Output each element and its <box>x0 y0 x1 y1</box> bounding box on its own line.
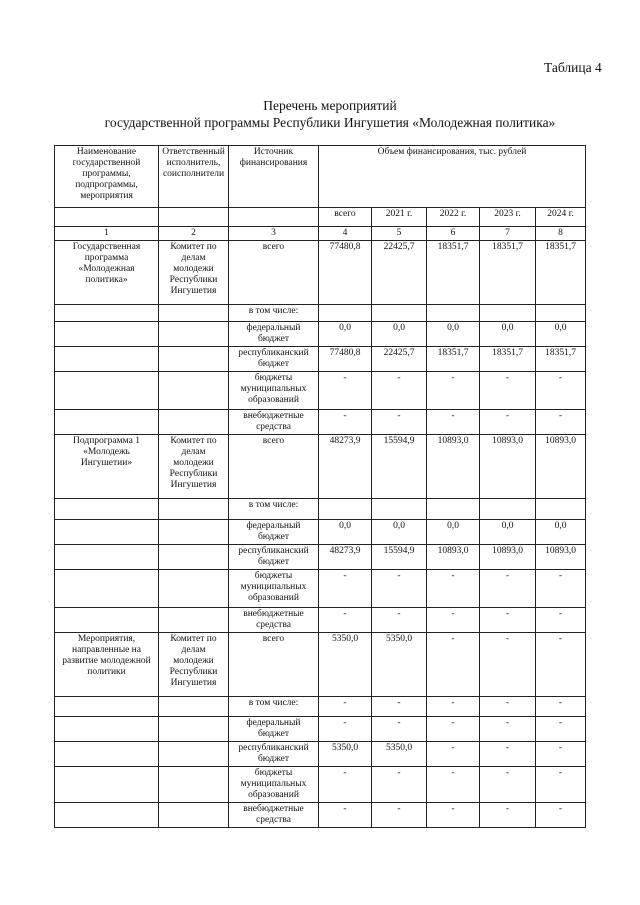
year-value-cell: - <box>372 570 427 608</box>
year-value-cell: 0,0 <box>480 520 536 545</box>
funding-source-cell: федеральный бюджет <box>229 322 319 347</box>
header-blank-cell <box>229 208 319 227</box>
year-value-cell: 0,0 <box>372 520 427 545</box>
year-value-cell: 10893,0 <box>536 435 586 499</box>
funding-row <box>55 570 586 608</box>
empty-responsible-cell <box>159 305 229 322</box>
year-value-cell: - <box>372 608 427 633</box>
empty-name-cell <box>55 410 159 435</box>
year-value-cell: - <box>427 608 480 633</box>
year-value-cell <box>480 499 536 520</box>
column-number-row <box>55 227 586 241</box>
funding-row <box>55 499 586 520</box>
funding-row <box>55 803 586 828</box>
column-number: 2 <box>159 227 229 241</box>
year-value-cell <box>427 499 480 520</box>
header-funding-volume: Объем финансирования, тыс. рублей <box>319 146 586 208</box>
year-value-cell: - <box>536 570 586 608</box>
empty-responsible-cell <box>159 570 229 608</box>
year-value-cell: 5350,0 <box>372 633 427 697</box>
funding-source-cell: всего <box>229 435 319 499</box>
empty-responsible-cell <box>159 767 229 803</box>
year-value-cell: - <box>480 410 536 435</box>
empty-name-cell <box>55 520 159 545</box>
funding-source-cell: внебюджетные средства <box>229 410 319 435</box>
funding-row <box>55 305 586 322</box>
year-value-cell: - <box>372 697 427 717</box>
funding-row <box>55 435 586 499</box>
funding-row <box>55 633 586 697</box>
empty-responsible-cell <box>159 499 229 520</box>
year-value-cell <box>427 305 480 322</box>
table-number-label: Таблица 4 <box>544 60 602 75</box>
year-value-cell: - <box>427 570 480 608</box>
year-value-cell: - <box>536 717 586 742</box>
year-value-cell: - <box>480 742 536 767</box>
header-total: всего <box>319 208 372 227</box>
empty-responsible-cell <box>159 697 229 717</box>
year-value-cell <box>372 499 427 520</box>
program-name-cell: Государственная программа «Молодежная политика» <box>55 241 159 305</box>
funding-source-cell: внебюджетные средства <box>229 803 319 828</box>
year-value-cell: 18351,7 <box>536 347 586 372</box>
empty-name-cell <box>55 697 159 717</box>
empty-name-cell <box>55 499 159 520</box>
year-value-cell <box>480 305 536 322</box>
header-year: 2024 г. <box>536 208 586 227</box>
year-value-cell: - <box>427 767 480 803</box>
year-value-cell: - <box>480 608 536 633</box>
column-number: 8 <box>536 227 586 241</box>
funding-source-cell: бюджеты муниципальных образований <box>229 767 319 803</box>
empty-name-cell <box>55 742 159 767</box>
year-value-cell: - <box>536 803 586 828</box>
year-value-cell: - <box>536 410 586 435</box>
funding-source-cell: федеральный бюджет <box>229 717 319 742</box>
funding-source-cell: бюджеты муниципальных образований <box>229 570 319 608</box>
header-blank-cell <box>159 208 229 227</box>
header-years-row <box>55 208 586 227</box>
total-value-cell: - <box>319 570 372 608</box>
year-value-cell: - <box>480 372 536 410</box>
year-value-cell: 10893,0 <box>536 545 586 570</box>
funding-row <box>55 545 586 570</box>
funding-source-cell: республиканский бюджет <box>229 347 319 372</box>
year-value-cell: - <box>480 697 536 717</box>
funding-source-cell: в том числе: <box>229 305 319 322</box>
funding-source-cell: республиканский бюджет <box>229 545 319 570</box>
year-value-cell: - <box>427 633 480 697</box>
empty-responsible-cell <box>159 347 229 372</box>
column-number: 3 <box>229 227 319 241</box>
funding-source-cell: всего <box>229 241 319 305</box>
funding-source-cell: всего <box>229 633 319 697</box>
total-value-cell: 5350,0 <box>319 742 372 767</box>
funding-source-cell: бюджеты муниципальных образований <box>229 372 319 410</box>
total-value-cell: 0,0 <box>319 322 372 347</box>
year-value-cell: - <box>480 633 536 697</box>
year-value-cell <box>372 305 427 322</box>
funding-row <box>55 608 586 633</box>
year-value-cell: 15594,9 <box>372 435 427 499</box>
funding-row <box>55 347 586 372</box>
year-value-cell: - <box>427 410 480 435</box>
year-value-cell: - <box>427 372 480 410</box>
funding-row <box>55 717 586 742</box>
column-number: 4 <box>319 227 372 241</box>
year-value-cell: 10893,0 <box>427 545 480 570</box>
year-value-cell: - <box>372 717 427 742</box>
year-value-cell: 5350,0 <box>372 742 427 767</box>
empty-name-cell <box>55 767 159 803</box>
total-value-cell: - <box>319 717 372 742</box>
year-value-cell: 10893,0 <box>427 435 480 499</box>
year-value-cell: - <box>480 803 536 828</box>
funding-source-cell: федеральный бюджет <box>229 520 319 545</box>
funding-row <box>55 697 586 717</box>
year-value-cell: - <box>372 767 427 803</box>
total-value-cell: 5350,0 <box>319 633 372 697</box>
year-value-cell: - <box>536 633 586 697</box>
total-value-cell: 48273,9 <box>319 545 372 570</box>
year-value-cell: - <box>427 697 480 717</box>
total-value-cell: - <box>319 767 372 803</box>
empty-name-cell <box>55 305 159 322</box>
funding-source-cell: республиканский бюджет <box>229 742 319 767</box>
year-value-cell: - <box>480 767 536 803</box>
empty-responsible-cell <box>159 803 229 828</box>
total-value-cell: 77480,8 <box>319 241 372 305</box>
year-value-cell <box>536 499 586 520</box>
empty-name-cell <box>55 372 159 410</box>
responsible-cell: Комитет по делам молодежи Республики Ингушетия <box>159 633 229 697</box>
year-value-cell: - <box>372 410 427 435</box>
total-value-cell: - <box>319 697 372 717</box>
year-value-cell: - <box>536 742 586 767</box>
year-value-cell: - <box>536 608 586 633</box>
funding-row <box>55 767 586 803</box>
responsible-cell: Комитет по делам молодежи Республики Ингушетия <box>159 435 229 499</box>
total-value-cell: - <box>319 410 372 435</box>
column-number: 5 <box>372 227 427 241</box>
total-value-cell: - <box>319 372 372 410</box>
program-name-cell: Подпрограмма 1 «Молодежь Ингушетии» <box>55 435 159 499</box>
funding-row <box>55 372 586 410</box>
program-name-cell: Мероприятия, направленные на развитие молодежной политики <box>55 633 159 697</box>
year-value-cell: 0,0 <box>480 322 536 347</box>
header-year: 2023 г. <box>480 208 536 227</box>
total-value-cell: 77480,8 <box>319 347 372 372</box>
total-value-cell: - <box>319 803 372 828</box>
empty-responsible-cell <box>159 322 229 347</box>
responsible-cell: Комитет по делам молодежи Республики Ингушетия <box>159 241 229 305</box>
empty-responsible-cell <box>159 608 229 633</box>
year-value-cell: - <box>480 570 536 608</box>
funding-row <box>55 520 586 545</box>
empty-responsible-cell <box>159 717 229 742</box>
total-value-cell <box>319 305 372 322</box>
year-value-cell: - <box>427 742 480 767</box>
empty-name-cell <box>55 570 159 608</box>
funding-source-cell: в том числе: <box>229 499 319 520</box>
year-value-cell: - <box>536 767 586 803</box>
empty-name-cell <box>55 347 159 372</box>
empty-responsible-cell <box>159 410 229 435</box>
year-value-cell: 18351,7 <box>427 241 480 305</box>
total-value-cell: 0,0 <box>319 520 372 545</box>
year-value-cell: 0,0 <box>427 322 480 347</box>
funding-source-cell: внебюджетные средства <box>229 608 319 633</box>
header-funding-source: Источник финансирования <box>229 146 319 208</box>
empty-name-cell <box>55 717 159 742</box>
column-number: 6 <box>427 227 480 241</box>
empty-name-cell <box>55 545 159 570</box>
empty-responsible-cell <box>159 520 229 545</box>
year-value-cell <box>536 305 586 322</box>
year-value-cell: - <box>372 372 427 410</box>
year-value-cell: 18351,7 <box>480 347 536 372</box>
empty-name-cell <box>55 608 159 633</box>
header-year: 2021 г. <box>372 208 427 227</box>
total-value-cell: - <box>319 608 372 633</box>
year-value-cell: 0,0 <box>372 322 427 347</box>
year-value-cell: 10893,0 <box>480 545 536 570</box>
empty-responsible-cell <box>159 372 229 410</box>
year-value-cell: 0,0 <box>536 322 586 347</box>
year-value-cell: 18351,7 <box>480 241 536 305</box>
empty-responsible-cell <box>159 742 229 767</box>
empty-name-cell <box>55 803 159 828</box>
year-value-cell: 0,0 <box>536 520 586 545</box>
year-value-cell: - <box>536 372 586 410</box>
header-row <box>55 146 586 208</box>
year-value-cell: 0,0 <box>427 520 480 545</box>
empty-responsible-cell <box>159 545 229 570</box>
year-value-cell: - <box>536 697 586 717</box>
header-blank-cell <box>55 208 159 227</box>
header-year: 2022 г. <box>427 208 480 227</box>
year-value-cell: - <box>427 717 480 742</box>
funding-source-cell: в том числе: <box>229 697 319 717</box>
year-value-cell: 10893,0 <box>480 435 536 499</box>
column-number: 1 <box>55 227 159 241</box>
header-program-name: Наименование государственной программы, подпрограммы, мероприятия <box>55 146 159 208</box>
year-value-cell: 22425,7 <box>372 347 427 372</box>
year-value-cell: - <box>480 717 536 742</box>
column-number: 7 <box>480 227 536 241</box>
funding-table <box>54 145 586 828</box>
year-value-cell: - <box>372 803 427 828</box>
empty-name-cell <box>55 322 159 347</box>
document-title-line-1: Перечень мероприятий <box>263 98 397 113</box>
header-responsible: Ответственный исполнитель, соисполнители <box>159 146 229 208</box>
total-value-cell <box>319 499 372 520</box>
funding-row <box>55 322 586 347</box>
funding-row <box>55 410 586 435</box>
document-title-line-2: государственной программы Республики Ингушетия «Молодежная политика» <box>104 115 556 130</box>
funding-row <box>55 742 586 767</box>
funding-row <box>55 241 586 305</box>
year-value-cell: 18351,7 <box>427 347 480 372</box>
year-value-cell: 18351,7 <box>536 241 586 305</box>
year-value-cell: 15594,9 <box>372 545 427 570</box>
year-value-cell: - <box>427 803 480 828</box>
total-value-cell: 48273,9 <box>319 435 372 499</box>
year-value-cell: 22425,7 <box>372 241 427 305</box>
